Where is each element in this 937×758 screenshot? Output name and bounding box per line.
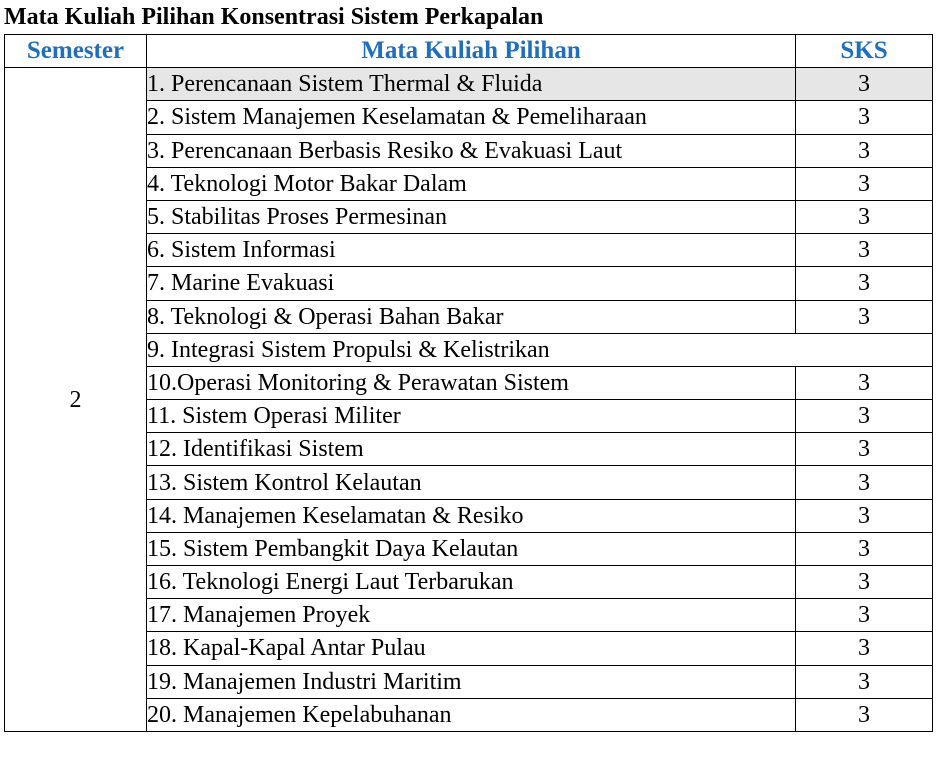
course-name: 11. Sistem Operasi Militer [147, 400, 796, 433]
course-name: 3. Perencanaan Berbasis Resiko & Evakuasi Laut [147, 134, 796, 167]
sks-value: 3 [796, 698, 933, 731]
sks-value: 3 [796, 665, 933, 698]
sks-value: 3 [796, 400, 933, 433]
sks-value: 3 [796, 200, 933, 233]
header-course: Mata Kuliah Pilihan [147, 35, 796, 68]
course-name: 2. Sistem Manajemen Keselamatan & Pemeliharaan [147, 101, 796, 134]
course-name: 15. Sistem Pembangkit Daya Kelautan [147, 532, 796, 565]
semester-cell: 2 [5, 68, 147, 732]
course-name: 16. Teknologi Energi Laut Terbarukan [147, 566, 796, 599]
course-name: 7. Marine Evakuasi [147, 267, 796, 300]
course-name: 17. Manajemen Proyek [147, 599, 796, 632]
course-name: 14. Manajemen Keselamatan & Resiko [147, 499, 796, 532]
table-row [5, 68, 933, 101]
course-name: 6. Sistem Informasi [147, 234, 796, 267]
course-name: 19. Manajemen Industri Maritim [147, 665, 796, 698]
sks-value: 3 [796, 68, 933, 101]
course-name: 20. Manajemen Kepelabuhanan [147, 698, 796, 731]
course-name: 8. Teknologi & Operasi Bahan Bakar [147, 300, 796, 333]
sks-value: 3 [796, 366, 933, 399]
course-name: 13. Sistem Kontrol Kelautan [147, 466, 796, 499]
table-header-row [5, 35, 933, 68]
sks-value: 3 [796, 167, 933, 200]
sks-value: 3 [796, 300, 933, 333]
header-semester: Semester [5, 35, 147, 68]
sks-value: 3 [796, 532, 933, 565]
course-name: 4. Teknologi Motor Bakar Dalam [147, 167, 796, 200]
course-table [4, 34, 933, 732]
course-name: 1. Perencanaan Sistem Thermal & Fluida [147, 68, 796, 101]
sks-value: 3 [796, 499, 933, 532]
course-name: 5. Stabilitas Proses Permesinan [147, 200, 796, 233]
sks-value: 3 [796, 566, 933, 599]
sks-value: 3 [796, 466, 933, 499]
table-body [5, 68, 933, 732]
sks-value: 3 [796, 433, 933, 466]
course-name: 9. Integrasi Sistem Propulsi & Kelistrikan [147, 333, 933, 366]
document-title: Mata Kuliah Pilihan Konsentrasi Sistem Perkapalan [4, 4, 544, 30]
course-name: 18. Kapal-Kapal Antar Pulau [147, 632, 796, 665]
sks-value: 3 [796, 101, 933, 134]
sks-value: 3 [796, 267, 933, 300]
sks-value: 3 [796, 632, 933, 665]
header-sks: SKS [796, 35, 933, 68]
course-name: 12. Identifikasi Sistem [147, 433, 796, 466]
sks-value: 3 [796, 234, 933, 267]
course-name: 10.Operasi Monitoring & Perawatan Sistem [147, 366, 796, 399]
sks-value: 3 [796, 599, 933, 632]
sks-value: 3 [796, 134, 933, 167]
